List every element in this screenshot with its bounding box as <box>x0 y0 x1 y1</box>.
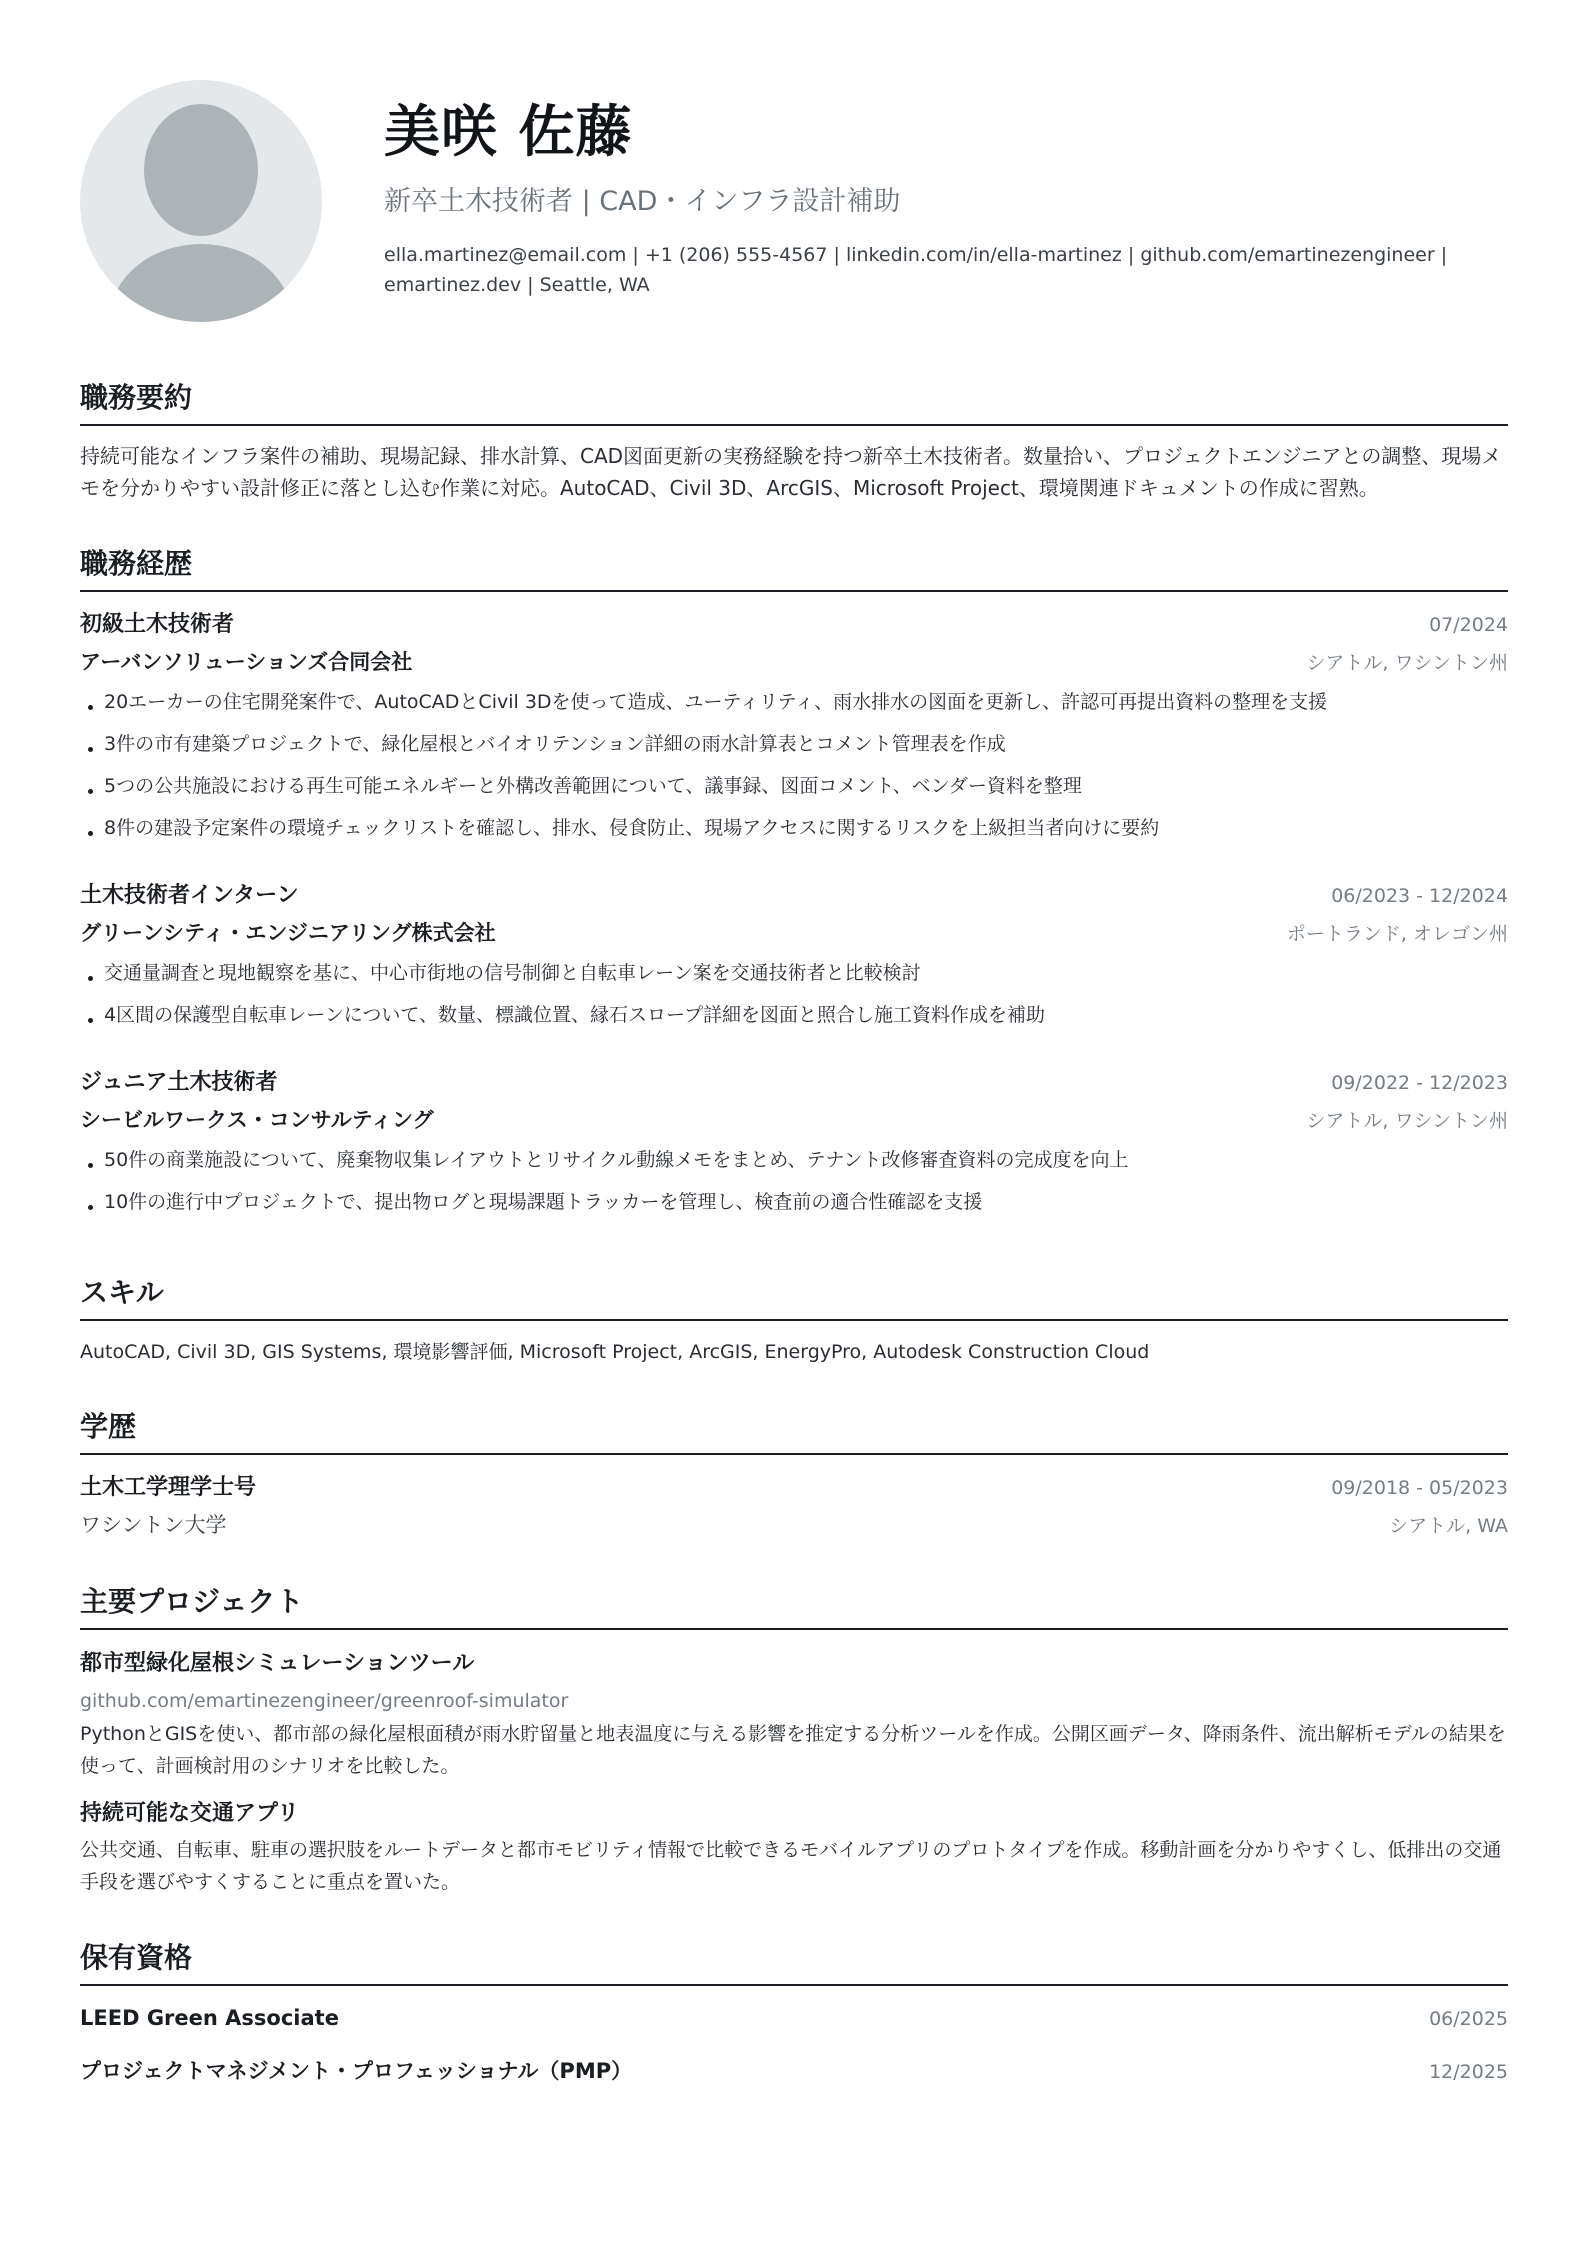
job-bullet: 8件の建設予定案件の環境チェックリストを確認し、排水、侵食防止、現場アクセスに関するリスクを上級担当者向けに要約 <box>80 807 1508 849</box>
job-bullet: 3件の市有建築プロジェクトで、緑化屋根とバイオリテンション詳細の雨水計算表とコメント管理表を作成 <box>80 723 1508 765</box>
job-bullets <box>80 952 1508 1036</box>
certification-date: 12/2025 <box>1429 2061 1508 2083</box>
project-description: PythonとGISを使い、都市部の緑化屋根面積が雨水貯留量と地表温度に与える影響を推定する分析ツールを作成。公開区画データ、降雨条件、流出解析モデルの結果を使って、計画検討用のシナリオを比較した。 <box>80 1723 1506 1777</box>
education-title: 学歴 <box>80 1405 1508 1455</box>
contact-info: ella.martinez@email.com | +1 (206) 555-4567 | linkedin.com/in/ella-martinez | github.com/emartinezengineer | emartinez.dev | Seattle, WA <box>384 243 1448 296</box>
candidate-name: 美咲 佐藤 <box>384 99 633 165</box>
projects-title: 主要プロジェクト <box>80 1580 1508 1630</box>
job-bullet: 4区間の保護型自転車レーンについて、数量、標識位置、縁石スロープ詳細を図面と照合し施工資料作成を補助 <box>80 994 1508 1036</box>
job-company: シービルワークス・コンサルティング <box>80 1108 434 1132</box>
header-text <box>384 80 1508 300</box>
job-title: 初級土木技術者 <box>80 612 235 637</box>
job-bullet: 5つの公共施設における再生可能エネルギーと外構改善範囲について、議事録、図面コメント、ベンダー資料を整理 <box>80 765 1508 807</box>
summary-text: 持続可能なインフラ案件の補助、現場記録、排水計算、CAD図面更新の実務経験を持つ新卒土木技術者。数量拾い、プロジェクトエンジニアとの調整、現場メモを分かりやすい設計修正に落とし込む作業に対応。AutoCAD、Civil 3D、ArcGIS、Microsoft Project、環境関連ドキュメントの作成に習熟。 <box>80 444 1502 500</box>
project-description: 公共交通、自転車、駐車の選択肢をルートデータと都市モビリティ情報で比較できるモバイルアプリのプロトタイプを作成。移動計画を分かりやすくし、低排出の交通手段を選びやすくすることに重点を置いた。 <box>80 1839 1502 1893</box>
certification-item <box>80 2000 1508 2037</box>
avatar-body-shape <box>110 244 292 322</box>
experience-section <box>80 542 1508 1223</box>
skills-title: スキル <box>80 1271 1508 1321</box>
education-section <box>80 1405 1508 1544</box>
project-link[interactable]: github.com/emartinezengineer/greenroof-simulator <box>80 1690 569 1712</box>
summary-section <box>80 376 1508 504</box>
job-date: 06/2023 - 12/2024 <box>1331 885 1508 907</box>
job-bullet: 10件の進行中プロジェクトで、提出物ログと現場課題トラッカーを管理し、検査前の適合性確認を支援 <box>80 1181 1508 1223</box>
job-entry <box>80 877 1508 1036</box>
job-bullet: 交通量調査と現地観察を基に、中心市街地の信号制御と自転車レーン案を交通技術者と比較検討 <box>80 952 1508 994</box>
job-entry <box>80 1064 1508 1223</box>
job-date: 07/2024 <box>1429 614 1508 636</box>
certification-name: プロジェクトマネジメント・プロフェッショナル（PMP） <box>80 2059 633 2083</box>
certifications-title: 保有資格 <box>80 1936 1508 1986</box>
job-title: ジュニア土木技術者 <box>80 1070 278 1095</box>
job-date: 09/2022 - 12/2023 <box>1331 1072 1508 1094</box>
avatar-head-shape <box>144 104 258 236</box>
job-location: シアトル, ワシントン州 <box>1306 652 1508 674</box>
job-location: ポートランド, オレゴン州 <box>1286 923 1508 945</box>
skills-section <box>80 1271 1508 1367</box>
education-date: 09/2018 - 05/2023 <box>1331 1477 1508 1499</box>
school-name: ワシントン大学 <box>80 1513 227 1537</box>
certifications-section <box>80 1936 1508 2090</box>
school-location: シアトル, WA <box>1389 1515 1508 1537</box>
project-entry <box>80 1644 1508 1782</box>
job-company: グリーンシティ・エンジニアリング株式会社 <box>80 921 496 945</box>
project-entry <box>80 1794 1508 1898</box>
summary-title: 職務要約 <box>80 376 1508 426</box>
job-bullet: 20エーカーの住宅開発案件で、AutoCADとCivil 3Dを使って造成、ユーティリティ、雨水排水の図面を更新し、許認可再提出資料の整理を支援 <box>80 681 1508 723</box>
job-company: アーバンソリューションズ合同会社 <box>80 650 413 674</box>
job-bullets <box>80 681 1508 849</box>
education-entry <box>80 1469 1508 1544</box>
job-bullet: 50件の商業施設について、廃棄物収集レイアウトとリサイクル動線メモをまとめ、テナント改修審査資料の完成度を向上 <box>80 1139 1508 1181</box>
certification-name: LEED Green Associate <box>80 2006 339 2030</box>
job-title: 土木技術者インターン <box>80 883 299 908</box>
job-bullets <box>80 1139 1508 1223</box>
resume-header <box>80 80 1508 322</box>
experience-title: 職務経歴 <box>80 542 1508 592</box>
projects-section <box>80 1580 1508 1898</box>
avatar <box>80 80 322 322</box>
job-location: シアトル, ワシントン州 <box>1306 1110 1508 1132</box>
degree-name: 土木工学理学士号 <box>80 1475 257 1500</box>
candidate-role: 新卒土木技術者 | CAD・インフラ設計補助 <box>384 185 901 217</box>
skills-text: AutoCAD, Civil 3D, GIS Systems, 環境影響評価, Microsoft Project, ArcGIS, EnergyPro, Autodesk Construction Cloud <box>80 1341 1150 1363</box>
project-name: 持続可能な交通アプリ <box>80 1801 300 1826</box>
certification-item <box>80 2053 1508 2090</box>
job-entry <box>80 606 1508 849</box>
project-name: 都市型緑化屋根シミュレーションツール <box>80 1651 475 1676</box>
certification-date: 06/2025 <box>1429 2008 1508 2030</box>
